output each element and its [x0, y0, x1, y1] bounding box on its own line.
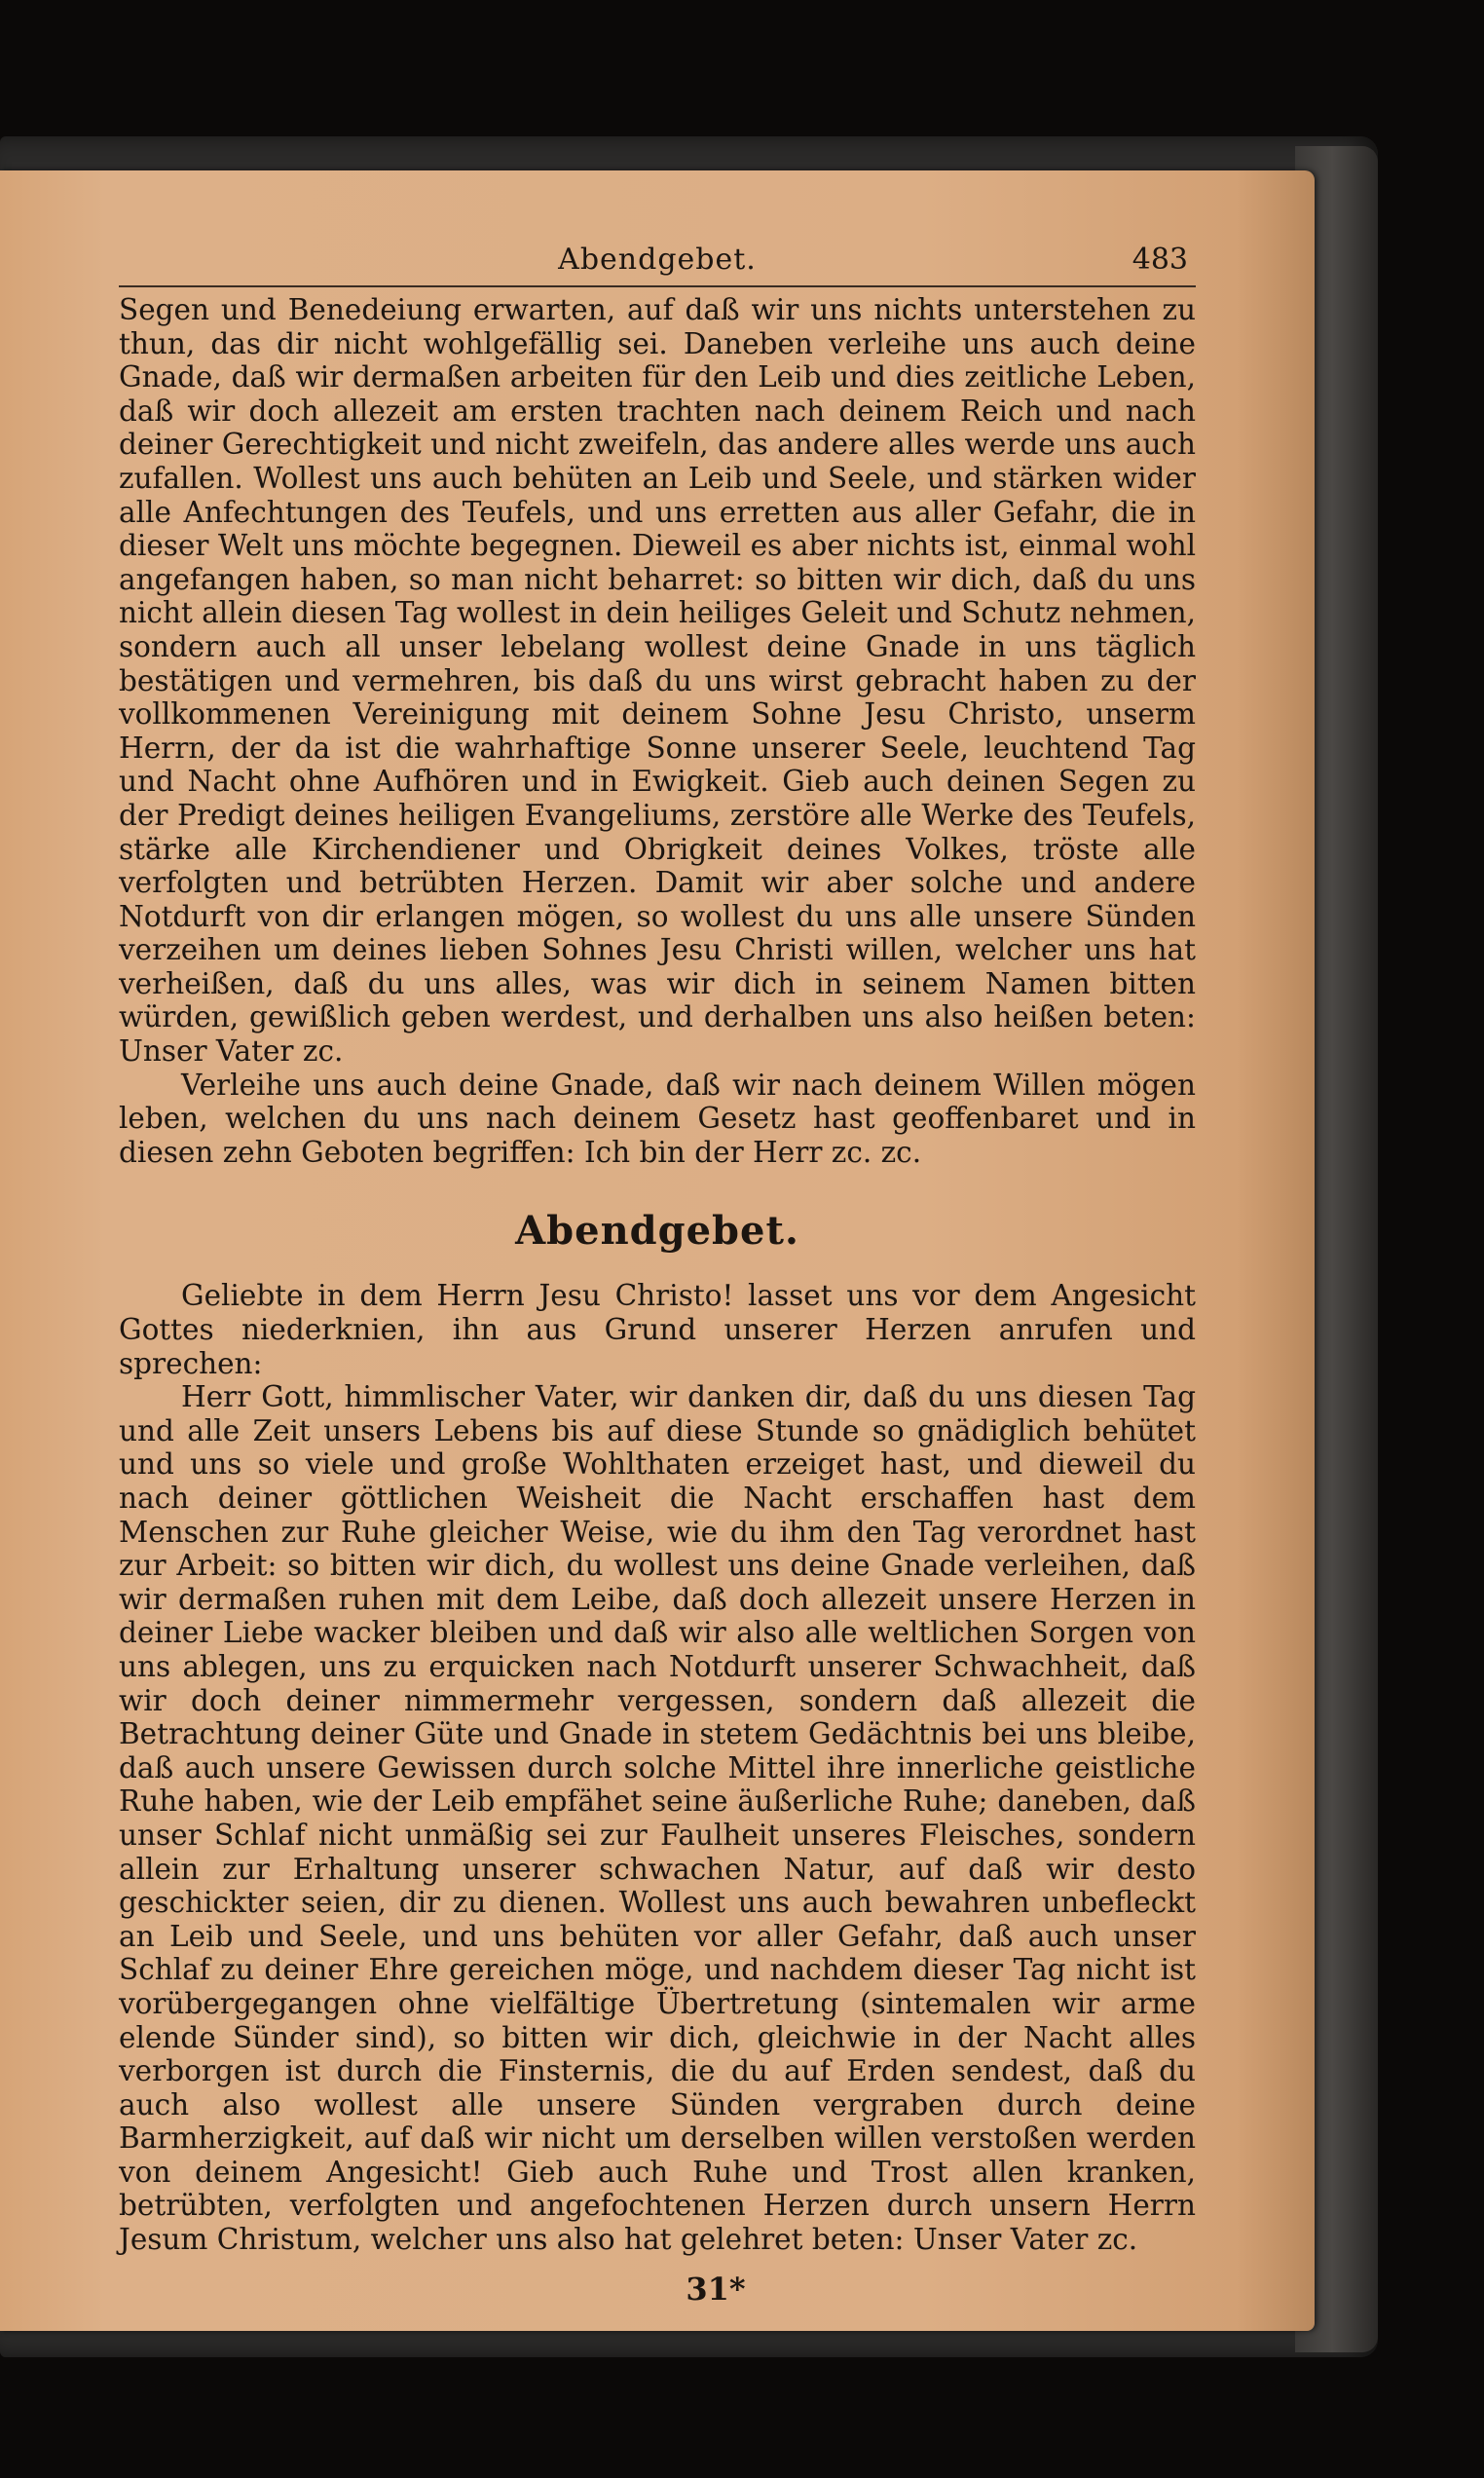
running-head — [119, 239, 1196, 287]
paragraph-evening-prayer: Herr Gott, himmlischer Vater, wir danken dir, daß du uns diesen Tag und alle Zeit unsers Lebens bis auf diese Stunde so gnädiglich behütet und uns so viele und große Wohlthaten erzeiget hast, und dieweil du nach deiner göttlichen Weisheit die Nacht erschaffen hast dem Menschen zur Ruhe gleicher Weise, wie du ihm den Tag verordnet hast zur Arbeit: so bitten wir dich, du wollest uns deine Gnade verleihen, daß wir dermaßen ruhen mit dem Leibe, daß doch allezeit unsere Herzen in deiner Liebe wacker bleiben und daß wir also alle weltlichen Sorgen von uns ablegen, uns zu erquicken nach Notdurft unserer Schwachheit, daß wir doch deiner nimmermehr vergessen, sondern daß allezeit die Betrachtung deiner Güte und Gnade in stetem Gedächtnis bei uns bleibe, daß auch unsere Gewissen durch solche Mittel ihre innerliche geistliche Ruhe haben, wie der Leib empfähet seine äußerliche Ruhe; daneben, daß unser Schlaf nicht unmäßig sei zur Faulheit unseres Fleisches, sondern allein zur Erhaltung unserer schwachen Natur, auf daß wir desto geschickter seien, dir zu dienen. Wollest uns auch bewahren unbefleckt an Leib und Seele, und uns behüten vor aller Gefahr, daß auch unser Schlaf zu deiner Ehre gereichen möge, und nachdem dieser Tag nicht ist vorübergegangen ohne vielfältige Übertretung (sintemalen wir arme elende Sünder sind), so bitten wir dich, gleichwie in der Nacht alles verborgen ist durch die Finsternis, die du auf Erden sendest, daß du auch also wollest alle unsere Sünden vergraben durch deine Barmherzigkeit, auf daß wir nicht um derselben willen verstoßen werden von deinem Angesicht! Gieb auch Ruhe und Trost allen kranken, betrübten, verfolgten und angefochtenen Herzen durch unsern Herrn Jesum Christum, welcher uns also hat gelehret beten: Unser Vater zc. — [119, 1380, 1196, 2257]
page-number: 483 — [1132, 243, 1188, 277]
page-content — [119, 239, 1196, 2308]
section-heading: Abendgebet. — [515, 1208, 799, 1255]
signature-mark: 31* — [686, 2270, 746, 2308]
running-head-title: Abendgebet. — [558, 243, 757, 277]
paragraph-continued: Segen und Benedeiung erwarten, auf daß wir uns nichts unterstehen zu thun, das dir nicht wohlgefällig sei. Daneben verleihe uns auch deine Gnade, daß wir dermaßen arbeiten für den Leib und dies zeitliche Leben, daß wir doch allezeit am ersten trachten nach deinem Reich und nach deiner Gerechtigkeit und nicht zweifeln, das andere alles werde uns auch zufallen. Wollest uns auch behüten an Leib und Seele, und stärken wider alle Anfechtungen des Teufels, und uns erretten aus aller Gefahr, die in dieser Welt uns möchte begegnen. Dieweil es aber nichts ist, einmal wohl angefangen haben, so man nicht beharret: so bitten wir dich, daß du uns nicht allein diesen Tag wollest in dein heiliges Geleit und Schutz nehmen, sondern auch all unser lebelang wollest deine Gnade in uns täglich bestätigen und vermehren, bis daß du uns wirst gebracht haben zu der vollkommenen Vereinigung mit deinem Sohne Jesu Christo, unserm Herrn, der da ist die wahrhaftige Sonne unserer Seele, leuchtend Tag und Nacht ohne Aufhören und in Ewigkeit. Gieb auch deinen Segen zu der Predigt deines heiligen Evangeliums, zerstöre alle Werke des Teufels, stärke alle Kirchendiener und Obrigkeit deines Volkes, tröste alle verfolgten und betrübten Herzen. Damit wir aber solche und andere Notdurft von dir erlangen mögen, so wollest du uns alle unsere Sünden verzeihen um deines lieben Sohnes Jesu Christi willen, welcher uns hat verheißen, daß du uns alles, was wir dich in seinem Namen bitten würden, gewißlich geben werdest, und derhalben uns also heißen beten: Unser Vater zc. — [119, 293, 1196, 1069]
paragraph-commandments: Verleihe uns auch deine Gnade, daß wir nach deinem Willen mögen leben, welchen du uns nach deinem Gesetz hast geoffenbaret und in diesen zehn Geboten begriffen: Ich bin der Herr zc. zc. — [119, 1068, 1196, 1169]
book-page — [0, 170, 1315, 2331]
paragraph-invitation: Geliebte in dem Herrn Jesu Christo! lasset uns vor dem Angesicht Gottes niederknien, ihn aus Grund unserer Herzen anrufen und sprechen: — [119, 1279, 1196, 1380]
